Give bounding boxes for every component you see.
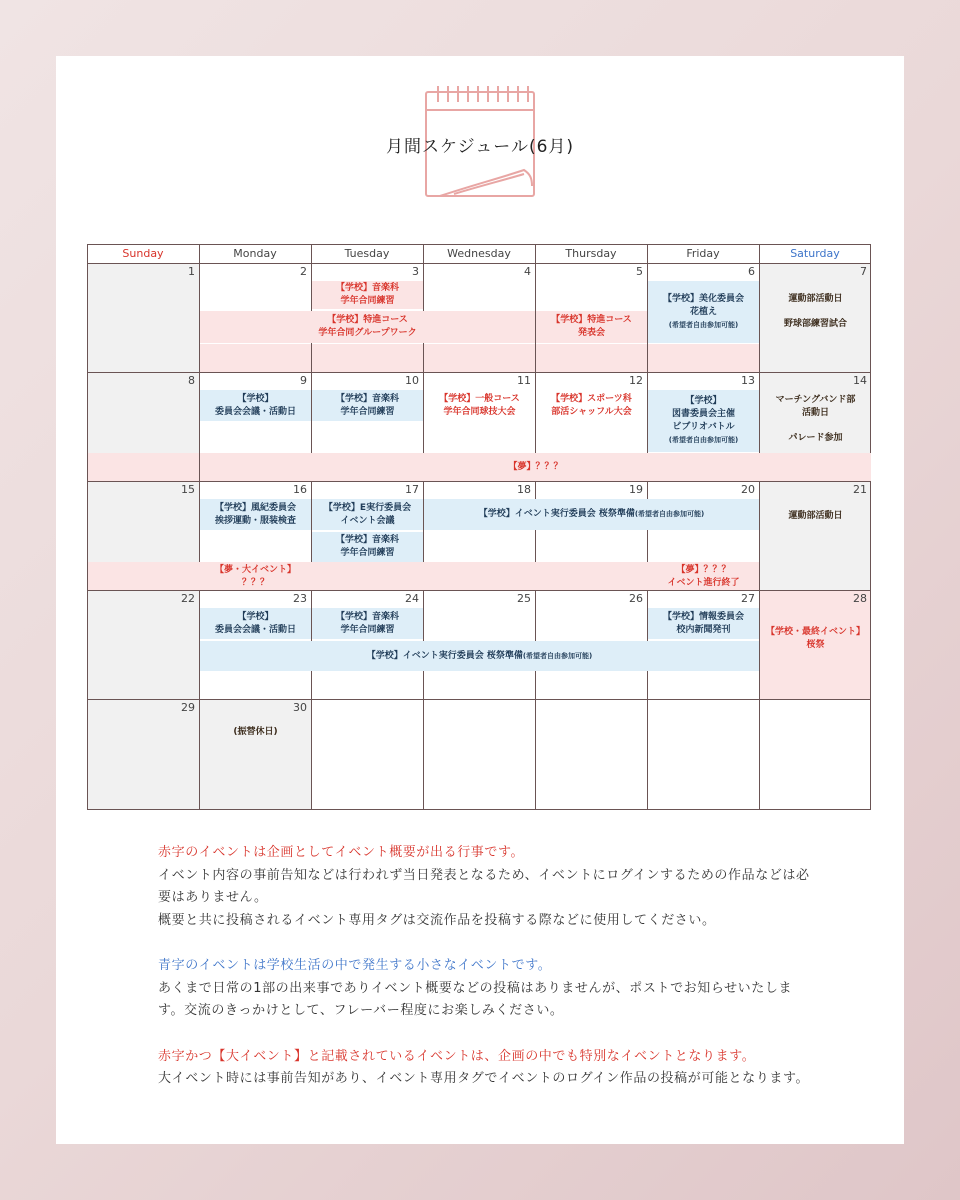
day-number: 12 bbox=[629, 374, 643, 387]
note-blue bbox=[158, 955, 818, 1023]
event-discipline-committee[interactable] bbox=[200, 499, 311, 530]
day-number: 14 bbox=[853, 374, 867, 387]
weekday-friday: Friday bbox=[686, 247, 720, 260]
day-number: 13 bbox=[741, 374, 755, 387]
event-line: 【学校】 bbox=[685, 396, 722, 406]
dream-row-fill bbox=[88, 453, 199, 481]
day-number: 2 bbox=[300, 265, 307, 278]
day-number: 1 bbox=[188, 265, 195, 278]
day-number: 20 bbox=[741, 483, 755, 496]
note-blue-body: あくまで日常の1部の出来事でありイベント概要などの投稿はありませんが、ポストでお知らせいたします。交流のきっかけとして、フレーバー程度にお楽しみください。 bbox=[158, 980, 793, 1018]
event-note: (希望者自由参加可能) bbox=[522, 651, 593, 660]
weekday-tuesday: Tuesday bbox=[344, 247, 390, 260]
event-line: 【学校】美化委員会 bbox=[662, 293, 744, 304]
day-number: 17 bbox=[405, 483, 419, 496]
page-title: 月間スケジュール(6月) bbox=[385, 137, 575, 157]
event-line: パレード参加 bbox=[788, 432, 843, 443]
event-line: イベント会議 bbox=[340, 515, 395, 526]
day-number: 28 bbox=[853, 592, 867, 605]
day-number: 3 bbox=[412, 265, 419, 278]
day-number: 8 bbox=[188, 374, 195, 387]
event-cherry-blossom-festival[interactable] bbox=[760, 624, 871, 654]
event-saturday-club[interactable] bbox=[760, 506, 871, 526]
weekday-thursday: Thursday bbox=[565, 247, 617, 260]
event-line: 委員会会議・活動日 bbox=[214, 406, 296, 417]
note-big-body: 大イベント時には事前告知があり、イベント専用タグでイベントのログイン作品の投稿が可能となります。 bbox=[158, 1071, 810, 1086]
calendar bbox=[87, 244, 871, 810]
event-line: 委員会会議・活動日 bbox=[214, 624, 296, 635]
event-line: 【学校】 bbox=[237, 393, 274, 404]
event-line: 学年合同練習 bbox=[340, 624, 395, 635]
event-line: 【学校】E実行委員会 bbox=[323, 502, 412, 513]
event-information-committee[interactable] bbox=[648, 608, 759, 639]
event-line: 学年合同練習 bbox=[340, 548, 395, 558]
event-committee-meeting[interactable] bbox=[200, 608, 311, 639]
event-line: 【学校】イベント実行委員会 桜祭準備 bbox=[478, 509, 635, 519]
event-line: 運動部活動日 bbox=[788, 294, 843, 304]
event-line: 【夢】？？？ bbox=[676, 564, 731, 575]
day-number: 15 bbox=[181, 483, 195, 496]
event-line: 【学校】音楽科 bbox=[335, 393, 399, 404]
event-music-practice[interactable] bbox=[312, 608, 423, 639]
event-dream-big[interactable] bbox=[200, 563, 311, 590]
event-note: (希望者自由参加可能) bbox=[668, 320, 739, 329]
legend-notes bbox=[158, 842, 818, 1114]
event-dream[interactable] bbox=[200, 453, 871, 481]
event-line: 活動日 bbox=[801, 407, 829, 418]
event-special-course-groupwork[interactable] bbox=[200, 311, 535, 343]
event-festival-preparation[interactable] bbox=[200, 641, 759, 671]
event-line: 桜祭 bbox=[806, 640, 825, 650]
weekday-saturday: Saturday bbox=[790, 247, 840, 260]
event-line: 【学校】音楽科 bbox=[335, 535, 399, 545]
event-line: 【学校】音楽科 bbox=[335, 611, 399, 622]
event-note: (希望者自由参加可能) bbox=[668, 436, 739, 444]
event-line: 【学校】一般コース bbox=[439, 393, 520, 404]
day-number: 21 bbox=[853, 483, 867, 496]
event-dream-end[interactable] bbox=[648, 563, 759, 590]
event-saturday-club[interactable] bbox=[760, 284, 871, 340]
event-line: 学年合同球技大会 bbox=[443, 406, 516, 417]
event-special-course-presentation[interactable] bbox=[536, 311, 647, 343]
event-line: (振替休日) bbox=[233, 726, 278, 737]
event-music-practice[interactable] bbox=[312, 281, 423, 309]
event-line: 挨拶運動・服装検査 bbox=[214, 515, 296, 526]
event-marching-band[interactable] bbox=[760, 390, 871, 448]
event-executive-committee[interactable] bbox=[312, 499, 423, 530]
day-number: 25 bbox=[517, 592, 531, 605]
event-note: (希望者自由参加可能) bbox=[634, 510, 705, 518]
event-line: 部活シャッフル大会 bbox=[551, 406, 632, 417]
note-big-heading: 赤字かつ【大イベント】と記載されているイベントは、企画の中でも特別なイベントとなります。 bbox=[158, 1048, 756, 1064]
event-club-shuffle[interactable] bbox=[536, 390, 647, 421]
note-red-body-2: 概要と共に投稿されるイベント専用タグは交流作品を投稿する際などに使用してください。 bbox=[158, 912, 716, 928]
event-beautification-committee[interactable] bbox=[648, 281, 759, 343]
note-big-event bbox=[158, 1046, 818, 1091]
weekday-wednesday: Wednesday bbox=[447, 247, 511, 260]
event-line: 【夢・大イベント】 bbox=[214, 564, 296, 575]
event-line: 【学校】スポーツ科 bbox=[551, 393, 632, 404]
day-number: 18 bbox=[517, 483, 531, 496]
day-number: 9 bbox=[300, 374, 307, 387]
day-number: 6 bbox=[748, 265, 755, 278]
day-number: 26 bbox=[629, 592, 643, 605]
weekday-monday: Monday bbox=[233, 247, 277, 260]
event-line: 【学校】情報委員会 bbox=[662, 611, 744, 622]
weekday-sunday: Sunday bbox=[122, 247, 164, 260]
note-red bbox=[158, 842, 818, 932]
event-substitute-holiday[interactable] bbox=[200, 724, 311, 740]
event-music-practice[interactable] bbox=[312, 532, 423, 562]
day-number: 4 bbox=[524, 265, 531, 278]
event-line: 花植え bbox=[689, 306, 717, 317]
event-line: 【学校・最終イベント】 bbox=[765, 627, 865, 637]
day-number: 7 bbox=[860, 265, 867, 278]
note-blue-heading: 青字のイベントは学校生活の中で発生する小さなイベントです。 bbox=[158, 958, 552, 973]
event-line: イベント進行終了 bbox=[667, 577, 740, 588]
day-number: 11 bbox=[517, 374, 531, 387]
event-ball-game-tournament[interactable] bbox=[424, 390, 535, 421]
day-number: 10 bbox=[405, 374, 419, 387]
event-line: 発表会 bbox=[577, 328, 605, 338]
event-line: 【学校】風紀委員会 bbox=[214, 502, 296, 513]
note-red-body: イベント内容の事前告知などは行われず当日発表となるため、イベントにログインするための作品などは必要はありません。 bbox=[158, 867, 810, 905]
day-number: 22 bbox=[181, 592, 195, 605]
event-line: ビブリオバトル bbox=[672, 422, 735, 432]
day-number: 16 bbox=[293, 483, 307, 496]
event-line: ？？？ bbox=[241, 577, 269, 588]
event-line: 【学校】 bbox=[237, 611, 274, 622]
event-line: 野球部練習試合 bbox=[783, 319, 847, 329]
day-number: 24 bbox=[405, 592, 419, 605]
day-number: 27 bbox=[741, 592, 755, 605]
event-line: 運動部活動日 bbox=[788, 510, 843, 521]
note-red-heading: 赤字のイベントは企画としてイベント概要が出る行事です。 bbox=[158, 845, 525, 860]
event-line: 【学校】特進コース bbox=[327, 315, 408, 325]
day-number: 23 bbox=[293, 592, 307, 605]
event-festival-preparation[interactable] bbox=[424, 499, 759, 530]
event-line: 図書委員会主催 bbox=[671, 409, 735, 419]
day-number: 5 bbox=[636, 265, 643, 278]
event-line: 学年合同グループワーク bbox=[318, 328, 417, 338]
event-line: 【学校】音楽科 bbox=[335, 283, 399, 293]
event-line: 校内新聞発刊 bbox=[676, 624, 731, 635]
event-line: 【夢】？？？ bbox=[508, 461, 563, 472]
day-number: 30 bbox=[293, 701, 307, 714]
event-line: 【学校】特進コース bbox=[551, 315, 632, 325]
event-committee-meeting[interactable] bbox=[200, 390, 311, 421]
event-bibliobattle[interactable] bbox=[648, 390, 759, 452]
day-number: 29 bbox=[181, 701, 195, 714]
day-number: 19 bbox=[629, 483, 643, 496]
event-line: 【学校】イベント実行委員会 桜祭準備 bbox=[366, 650, 523, 661]
event-line: 学年合同練習 bbox=[340, 406, 395, 417]
event-line: マーチングバンド部 bbox=[775, 394, 856, 405]
event-music-practice[interactable] bbox=[312, 390, 423, 421]
event-line: 学年合同練習 bbox=[340, 296, 395, 306]
